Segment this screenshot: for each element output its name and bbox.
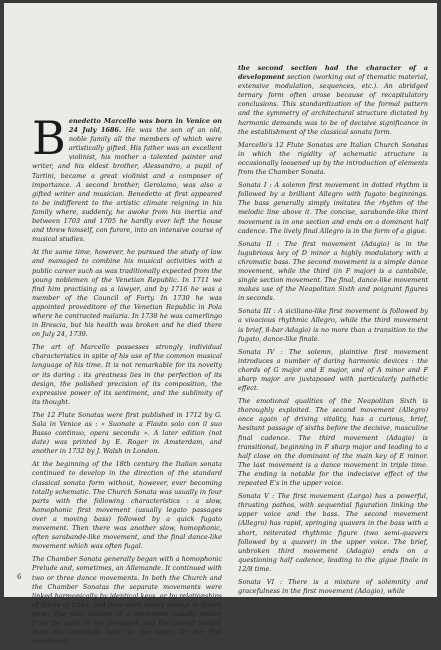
- paragraph-text: He was the son of an old, noble family all the members of which were artistically gifted. His father was an excellent violinist, his mother a talented painter and writer, and his eldest brother, Alessandro, a pupil of Tartini, became a great violinist and a composer of importance. A second brother, Gerolamo, was also a gifted writer and musician. Benedetto at first appeared to be indifferent to the artistic climate reigning in his family where, suddenly, he awoke from his inertia and between 1703 and 1705 he hardly ever left the house and threw himself, con furore, into an intensive course of musical studies.: [32, 126, 222, 244]
- paragraph: [238, 64, 428, 137]
- right-column: [238, 64, 428, 600]
- left-column: [32, 111, 222, 650]
- paragraph: Sonata V : The first movement (Largo) has a powerful, thrusting pathos, with sequential figuration linking the upper voice and the bass. The second movement (Allegro) has rapid, springing quavers in the bass with a short, reiterated rhythmic figure (two semi-quavers followed by a quaver) in the upper voice. The brief, unbroken third movement (Adagio) ends on a questioning half cadence, leading to the gigue finale in 12/8 time.: [238, 492, 428, 573]
- paragraph: Sonata I : A solemn first movement in dotted rhythm is followed by a brilliant Allegro with fugato beginnings. The bass generally simply imitates the rhythm of the melodic line above it. The concise, sarabande-like third movement is in one section and ends on a dominant half cadence. The lively final Allegro is in the form of a gigue.: [238, 181, 428, 235]
- paragraph: The Chamber Sonata generally began with a homophonic Prelude and, sometimes, an Allemande. It continued with two or three dance movements. In both the Church and the Chamber Sonatas the separate movements were linked harmonically by identical keys, or by relationships of thirds of fifths, and they were nearly always in binary form. The first section of a movement usually moved from the tonic to the dominant, and the second section from the dominant back to the tonic. In the first movements: [32, 555, 222, 646]
- paragraph: Sonata VI : There is a mixture of solemnity and gracefulness in the first movement (Adagio), while: [238, 577, 428, 596]
- paragraph-text: section (working out of thematic material, extensive modulation, sequences, etc.). An abridged ternary form often arose because of recapitulatory conclusions. This standardization of the formal pattern and the symmetry of architectural structure dictated by harmonic demands was to be of decisive significance in the establishment of the classical sonata form.: [238, 73, 428, 136]
- paragraph-lead: enedetto Marcello was born in Venice on 24 July 1686.: [68, 117, 222, 135]
- paragraph: At the same time, however, he pursued the study of law and managed to combine his musical activities with a public career such as was traditionally expected from the young noblemen of the Venetian Republic. In 1711 we find him practising as a lawyer, and by 1716 he was a member of the Council of Forty. In 1730 he was appointed proveditore of the Venetian Republic in Pola where he contracted malaria. In 1738 he was camerlingo in Brescia, but his health was broken and he died there on July 24, 1739.: [32, 248, 222, 339]
- paragraph: The emotional qualities of the Neapolitan Sixth is thoroughly exploited. The second movement (Allegro) once again of driving vitality, has a curious, brief, hesitant passage of sixths before the decisive, masculine final cadence. The third movement (Adagio) is transitional, beginning in F sharp major and leading to a half close on the dominant of the main key of E minor. The last movement is a dance movement in triple time. The ending is notable for the indecisive effect of the repeated E's in the upper voice.: [238, 397, 428, 488]
- paragraph: Sonata II : The first movement (Adagio) is in the lugubrious key of D minor a highly modulatory with a chromatic bass. The second movement is a simple dance movement, while the third (in F major) is a cantabile, single section movement. The final, dance-like movement makes use of the Neapolitan Sixth and poignant figures in seconds.: [238, 239, 428, 303]
- paragraph: At the beginning of the 18th century the Italian sonata continued to develop in the direction of the standard classical sonata form without, however, ever becoming totally schematic. The Church Sonata was usually in four parts with the following characteristics : a slow, homophonic first movement (usually legato passages over a moving bass) followed by a quick fugato movement. Then there was another slow, homophonic, often sarabande-like movement, and the final dance-like movement which was often fugal.: [32, 460, 222, 551]
- paragraph: The 12 Flute Sonatas were first published in 1712 by G. Sala in Venice as : « Suonate a Flauto solo con il suo Basso continuo, opera seconda ». A later edition (not date) was printed by E. Roger in Amsterdam, and another in 1732 by J. Walsh in London.: [32, 410, 222, 456]
- page-number: 6: [17, 573, 22, 581]
- paragraph: Sonata IV : The solemn, plaintive first movement introduces a number of daring harmonic devices : the chords of G major and E major, and of A minor and F sharp major are juxtaposed with particularly pathetic effect.: [238, 347, 428, 393]
- paragraph: Sonata III : A siciliano-like first movement is followed by a vivacious rhythmic Allegro, while the third movement is brief, 8-bar Adagio) is no more than a transition to the fugato, dance-like finale.: [238, 307, 428, 343]
- paragraph-lead: the second section had the character of a development: [238, 64, 428, 82]
- booklet-page: [4, 3, 437, 646]
- paragraph: The art of Marcello possesses strongly individual characteristics in spite of his use of the common musical language of his time. It is not remarkable for its novelty or its daring : its greatness lies in the perfection of its design, the polished precision of its composition, the expressive power of its sentiment, and the sublimity of its thought.: [32, 343, 222, 406]
- paragraph: Marcello's 12 Flute Sonatas are Italian Church Sonatas in which the rigidity of schematic structure is occasionally loosened up by the introduction of elements from the Chamber Sonata.: [238, 140, 428, 177]
- paragraph: [32, 111, 222, 244]
- drop-cap: B: [32, 111, 66, 165]
